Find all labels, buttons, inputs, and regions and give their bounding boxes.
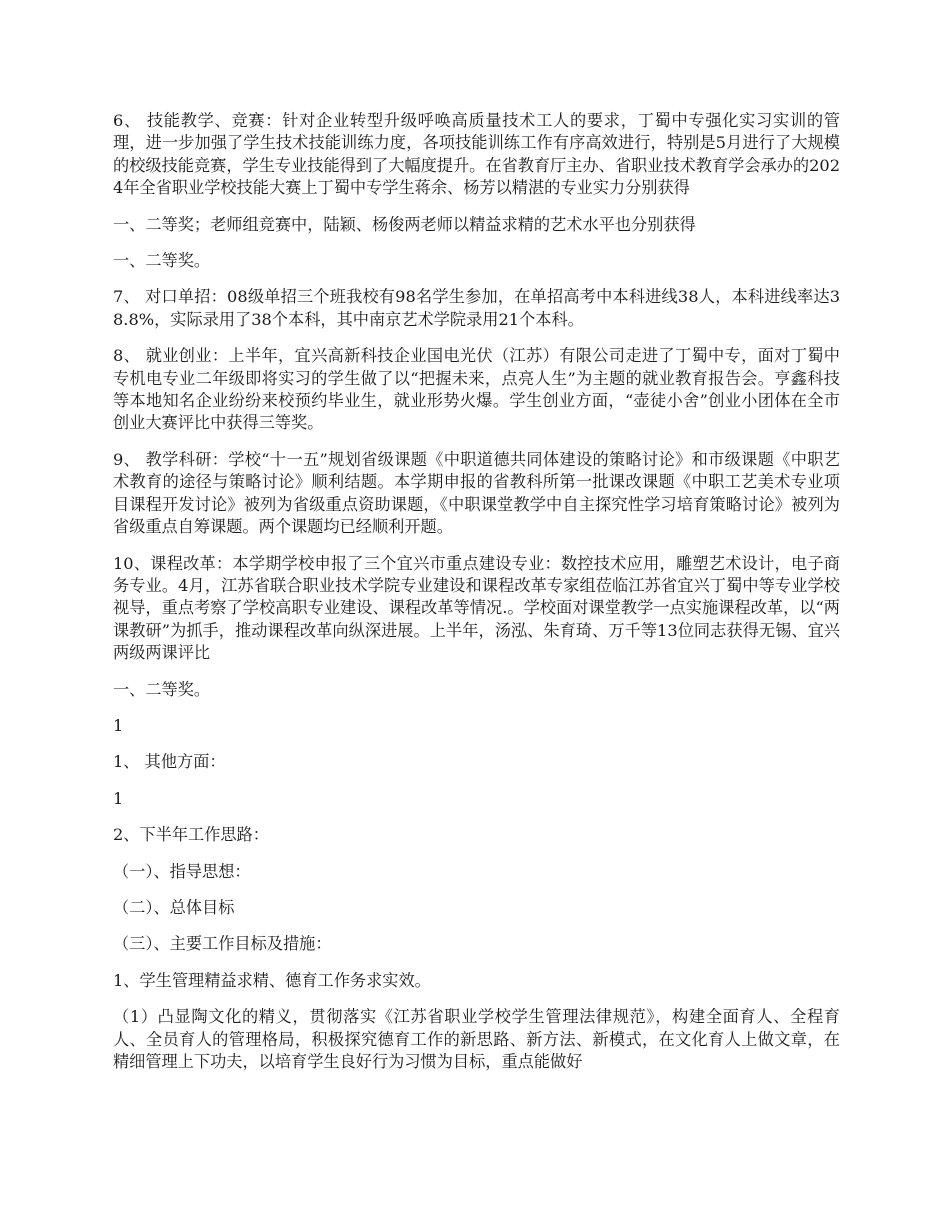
paragraph-employment: 8、 就业创业：上半年，宜兴高新科技企业国电光伏（江苏）有限公司走进了丁蜀中专，面对丁蜀中专机电专业二年级即将实习的学生做了以“把握未来，点亮人生”为主题的就业教育报告会。亨鑫科技等本地知名企业纷纷来校预约毕业生，就业形势火爆。学生创业方面，“壶徒小舍”创业小团体在全市创业大赛评比中获得三等奖。 — [113, 346, 840, 433]
paragraph-number-1: 1 — [113, 715, 124, 735]
heading-second-half-plan: 2、下半年工作思路： — [113, 825, 269, 845]
paragraph-skills-competition: 6、 技能教学、竞赛：针对企业转型升级呼唤高质量技术工人的要求，丁蜀中专强化实习实训的管理，进一步加强了学生技术技能训练力度，各项技能训练工作有序高效进行，特别是5月进行了大规模的校级技能竞赛，学生专业技能得到了大幅度提升。在省教育厅主办、省职业技术教育学会承办的2024年全省职业学校技能大赛上丁蜀中专学生蒋余、杨芳以精湛的专业实力分别获得 — [113, 111, 840, 198]
paragraph-curriculum-reform: 10、课程改革：本学期学校申报了三个宜兴市重点建设专业：数控技术应用，雕塑艺术设计，电子商务专业。4月，江苏省联合职业技术学院专业建设和课程改革专家组莅临江苏省宜兴丁蜀中等专业学校视导，重点考察了学校高职专业建设、课程改革等情况.。学校面对课堂教学一点实施课程改革，以“两课教研”为抓手，推动课程改革向纵深进展。上半年，汤泓、朱育琦、万千等13位同志获得无锡、宜兴两级两课评比 — [113, 553, 840, 663]
document-body — [113, 110, 840, 1087]
paragraph-number-1b: 1 — [113, 788, 124, 808]
paragraph-tao-culture: （1）凸显陶文化的精义，贯彻落实《江苏省职业学校学生管理法律规范》，构建全面育人、全程育人、全员育人的管理格局，积极探究德育工作的新思路、新方法、新模式，在文化育人上做文章，在精细管理上下功夫，以培育学生良好行为习惯为目标，重点能做好 — [113, 1007, 840, 1071]
heading-main-goals: （三）、主要工作目标及措施： — [113, 934, 332, 954]
paragraph-admission-exam: 7、 对口单招：08级单招三个班我校有98名学生参加，在单招高考中本科进线38人，本科进线率达38.8%，实际录用了38个本科，其中南京艺术学院录用21个本科。 — [113, 287, 840, 329]
paragraph-award-level-2: 一、二等奖。 — [113, 679, 211, 699]
paragraph-teacher-awards: 一、二等奖；老师组竞赛中，陆颖、杨俊两老师以精益求精的艺术水平也分别获得 — [113, 214, 696, 234]
heading-guiding-ideology: （一）、指导思想： — [113, 861, 251, 881]
paragraph-research: 9、 教学科研：学校“十一五”规划省级课题《中职道德共同体建设的策略讨论》和市级课题《中职艺术教育的途径与策略讨论》顺利结题。本学期申报的省教科所第一批课改课题《中职工艺美术专业项目课程开发讨论》被列为省级重点资助课题，《中职课堂教学中自主探究性学习培育策略讨论》被列为省级重点自筹课题。两个课题均已经顺利开题。 — [113, 449, 840, 537]
heading-other-aspects: 1、 其他方面： — [113, 752, 226, 772]
paragraph-award-level: 一、二等奖。 — [113, 251, 211, 271]
heading-overall-goal: （二）、总体目标 — [113, 897, 235, 917]
heading-student-management: 1、学生管理精益求精、德育工作务求实效。 — [113, 970, 431, 990]
